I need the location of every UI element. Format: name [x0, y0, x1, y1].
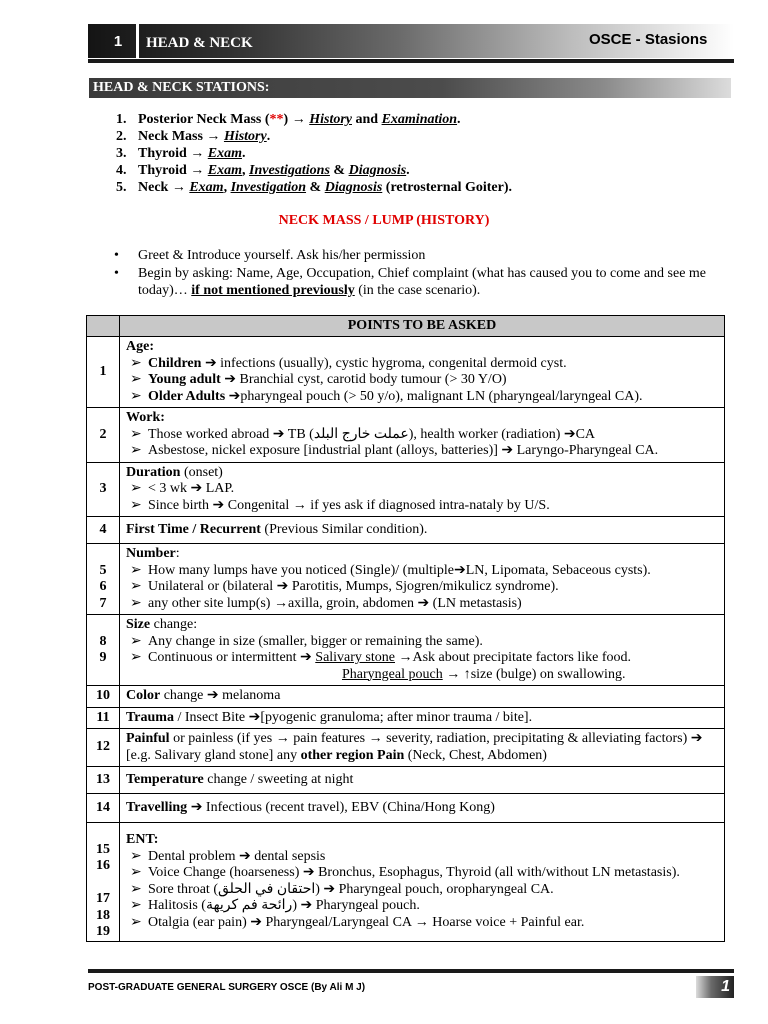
row-content: Age: ➢ Children ➔ infections (usually), cystic hygroma, congenital dermoid cyst. ➢ Young adult ➔ Branchial cyst, carotid body tumour (> 30 Y/O) ➢ Older Adults ➔pharyngeal pouch (> 50 y/o), malignant LN (pharyngeal/laryngeal CA).: [120, 337, 725, 408]
row-content: Travelling ➔ Infectious (recent travel), EBV (China/Hong Kong): [120, 794, 725, 823]
row-number: 13: [87, 767, 120, 794]
footer-text: POST-GRADUATE GENERAL SURGERY OSCE (By Ali M J): [88, 982, 366, 993]
arrow-bullet-icon: ➢: [130, 481, 142, 496]
station-item: 5. Neck → Exam, Investigation & Diagnosis (retrosternal Goiter).: [116, 180, 512, 195]
table-row: [87, 686, 725, 708]
station-item: 3. Thyroid → Exam.: [116, 146, 246, 161]
header-rule: [88, 59, 734, 63]
row-number: 4: [87, 517, 120, 544]
arrow-bullet-icon: ➢: [130, 355, 142, 371]
header-separator: [136, 24, 139, 58]
table-row: [87, 767, 725, 794]
row-number: 3: [87, 462, 120, 517]
arrow-bullet-icon: ➢: [130, 372, 142, 387]
arrow-bullet-icon: ➢: [130, 898, 142, 914]
table-row: [87, 462, 725, 517]
station-item: 4. Thyroid → Exam, Investigations & Diagnosis.: [116, 163, 410, 178]
subheading: NECK MASS / LUMP (HISTORY): [278, 213, 490, 228]
row-number: 14: [87, 794, 120, 823]
document-title: OSCE - Stasions: [589, 31, 708, 48]
row-number: 2: [87, 408, 120, 463]
bullet-item: • Begin by asking: Name, Age, Occupation, Chief complaint (what has caused you to come and see me today)… if not mentioned previously (in the case scenario).: [114, 266, 707, 298]
row-content: Duration (onset) ➢ < 3 wk ➔ LAP. ➢ Since birth ➔ Congenital → if yes ask if diagnosed intra-nataly by U/S.: [120, 462, 725, 517]
row-content: Color change ➔ melanoma: [120, 686, 725, 708]
table-row: [87, 615, 725, 686]
chapter-title: HEAD & NECK: [146, 35, 253, 51]
row-number: 8 9: [87, 615, 120, 686]
table-row: [87, 517, 725, 544]
row-content: Painful or painless (if yes → pain features → severity, radiation, precipitating & alleviating factors) ➔ [e.g. Salivary gland stone] any other region Pain (Neck, Chest, Abdomen): [120, 729, 725, 767]
row-content: Work: ➢ Those worked abroad ➔ TB (عملت خارج البلد), health worker (radiation) ➔CA ➢ Asbestose, nickel exposure [industrial plant (alloys, batteries)] ➔ Laryngo-Pharyngeal CA.: [120, 408, 725, 463]
row-number: 11: [87, 707, 120, 729]
arrow-bullet-icon: ➢: [130, 426, 142, 442]
bullet-item: • Greet & Introduce yourself. Ask his/her permission: [114, 248, 426, 263]
footer-rule: [88, 969, 734, 973]
arrow-bullet-icon: ➢: [130, 633, 142, 649]
arrow-bullet-icon: ➢: [130, 848, 142, 864]
table-row: [87, 408, 725, 463]
points-table: [86, 315, 725, 942]
section-title: HEAD & NECK STATIONS:: [93, 80, 270, 95]
row-content: First Time / Recurrent (Previous Similar condition).: [120, 517, 725, 544]
arrow-bullet-icon: ➢: [130, 865, 142, 881]
table-header-row: [87, 316, 725, 337]
table-header: POINTS TO BE ASKED: [120, 316, 725, 337]
row-content: Temperature change / sweeting at night: [120, 767, 725, 794]
arrow-bullet-icon: ➢: [130, 914, 142, 930]
bullet-icon: •: [114, 248, 119, 263]
page-number: 1: [696, 976, 734, 998]
station-item: 2. Neck Mass → History.: [116, 129, 271, 144]
arrow-bullet-icon: ➢: [130, 650, 142, 665]
row-content: Trauma / Insect Bite ➔[pyogenic granuloma; after minor trauma / bite].: [120, 707, 725, 729]
arrow-bullet-icon: ➢: [130, 388, 142, 404]
stations-list: [116, 112, 512, 197]
station-item: 1. Posterior Neck Mass (**) → History and Examination.: [116, 112, 461, 127]
row-content: ENT: ➢ Dental problem ➔ dental sepsis ➢ Voice Change (hoarseness) ➔ Bronchus, Esophagus, Thyroid (all with/without LN metastasis). ➢ Sore throat (احتقان في الحلق) ➔ Pharyngeal pouch, oropharyngeal CA. ➢ Halitosis (رائحة فم كريهة) ➔ Pharyngeal pouch. ➢ Otalgia (ear pain) ➔ Pharyngeal/Laryngeal CA → Hoarse voice + Painful ear.: [120, 823, 725, 942]
table-row: [87, 794, 725, 823]
table-header-corner: [87, 316, 120, 337]
row-number: 10: [87, 686, 120, 708]
row-content: Size change: ➢ Any change in size (smaller, bigger or remaining the same). ➢ Continuous or intermittent ➔ Salivary stone →Ask about precipitate factors like food. Pharyngeal pouch → ↑size (bulge) on swallowing.: [120, 615, 725, 686]
intro-bullets: [114, 247, 724, 300]
table-row: [87, 544, 725, 615]
row-number: 15 16 17 18 19: [87, 823, 120, 942]
row-content: Number: ➢ How many lumps have you noticed (Single)/ (multiple➔LN, Lipomata, Sebaceous cysts). ➢ Unilateral or (bilateral ➔ Parotitis, Mumps, Sjogren/mikulicz syndrome). ➢ any other site lump(s) →axilla, groin, abdomen ➔ (LN metastasis): [120, 544, 725, 615]
arrow-bullet-icon: ➢: [130, 881, 142, 897]
table-row: [87, 707, 725, 729]
arrow-bullet-icon: ➢: [130, 595, 142, 611]
row-number: 12: [87, 729, 120, 767]
row-number: 1: [87, 337, 120, 408]
arrow-bullet-icon: ➢: [130, 562, 142, 578]
table-row: [87, 729, 725, 767]
arrow-bullet-icon: ➢: [130, 443, 142, 458]
bullet-icon: •: [114, 266, 119, 281]
chapter-number: 1: [113, 33, 123, 50]
table-row: [87, 337, 725, 408]
arrow-bullet-icon: ➢: [130, 497, 142, 513]
arrow-bullet-icon: ➢: [130, 579, 142, 594]
table-row: [87, 823, 725, 942]
row-number: 5 6 7: [87, 544, 120, 615]
